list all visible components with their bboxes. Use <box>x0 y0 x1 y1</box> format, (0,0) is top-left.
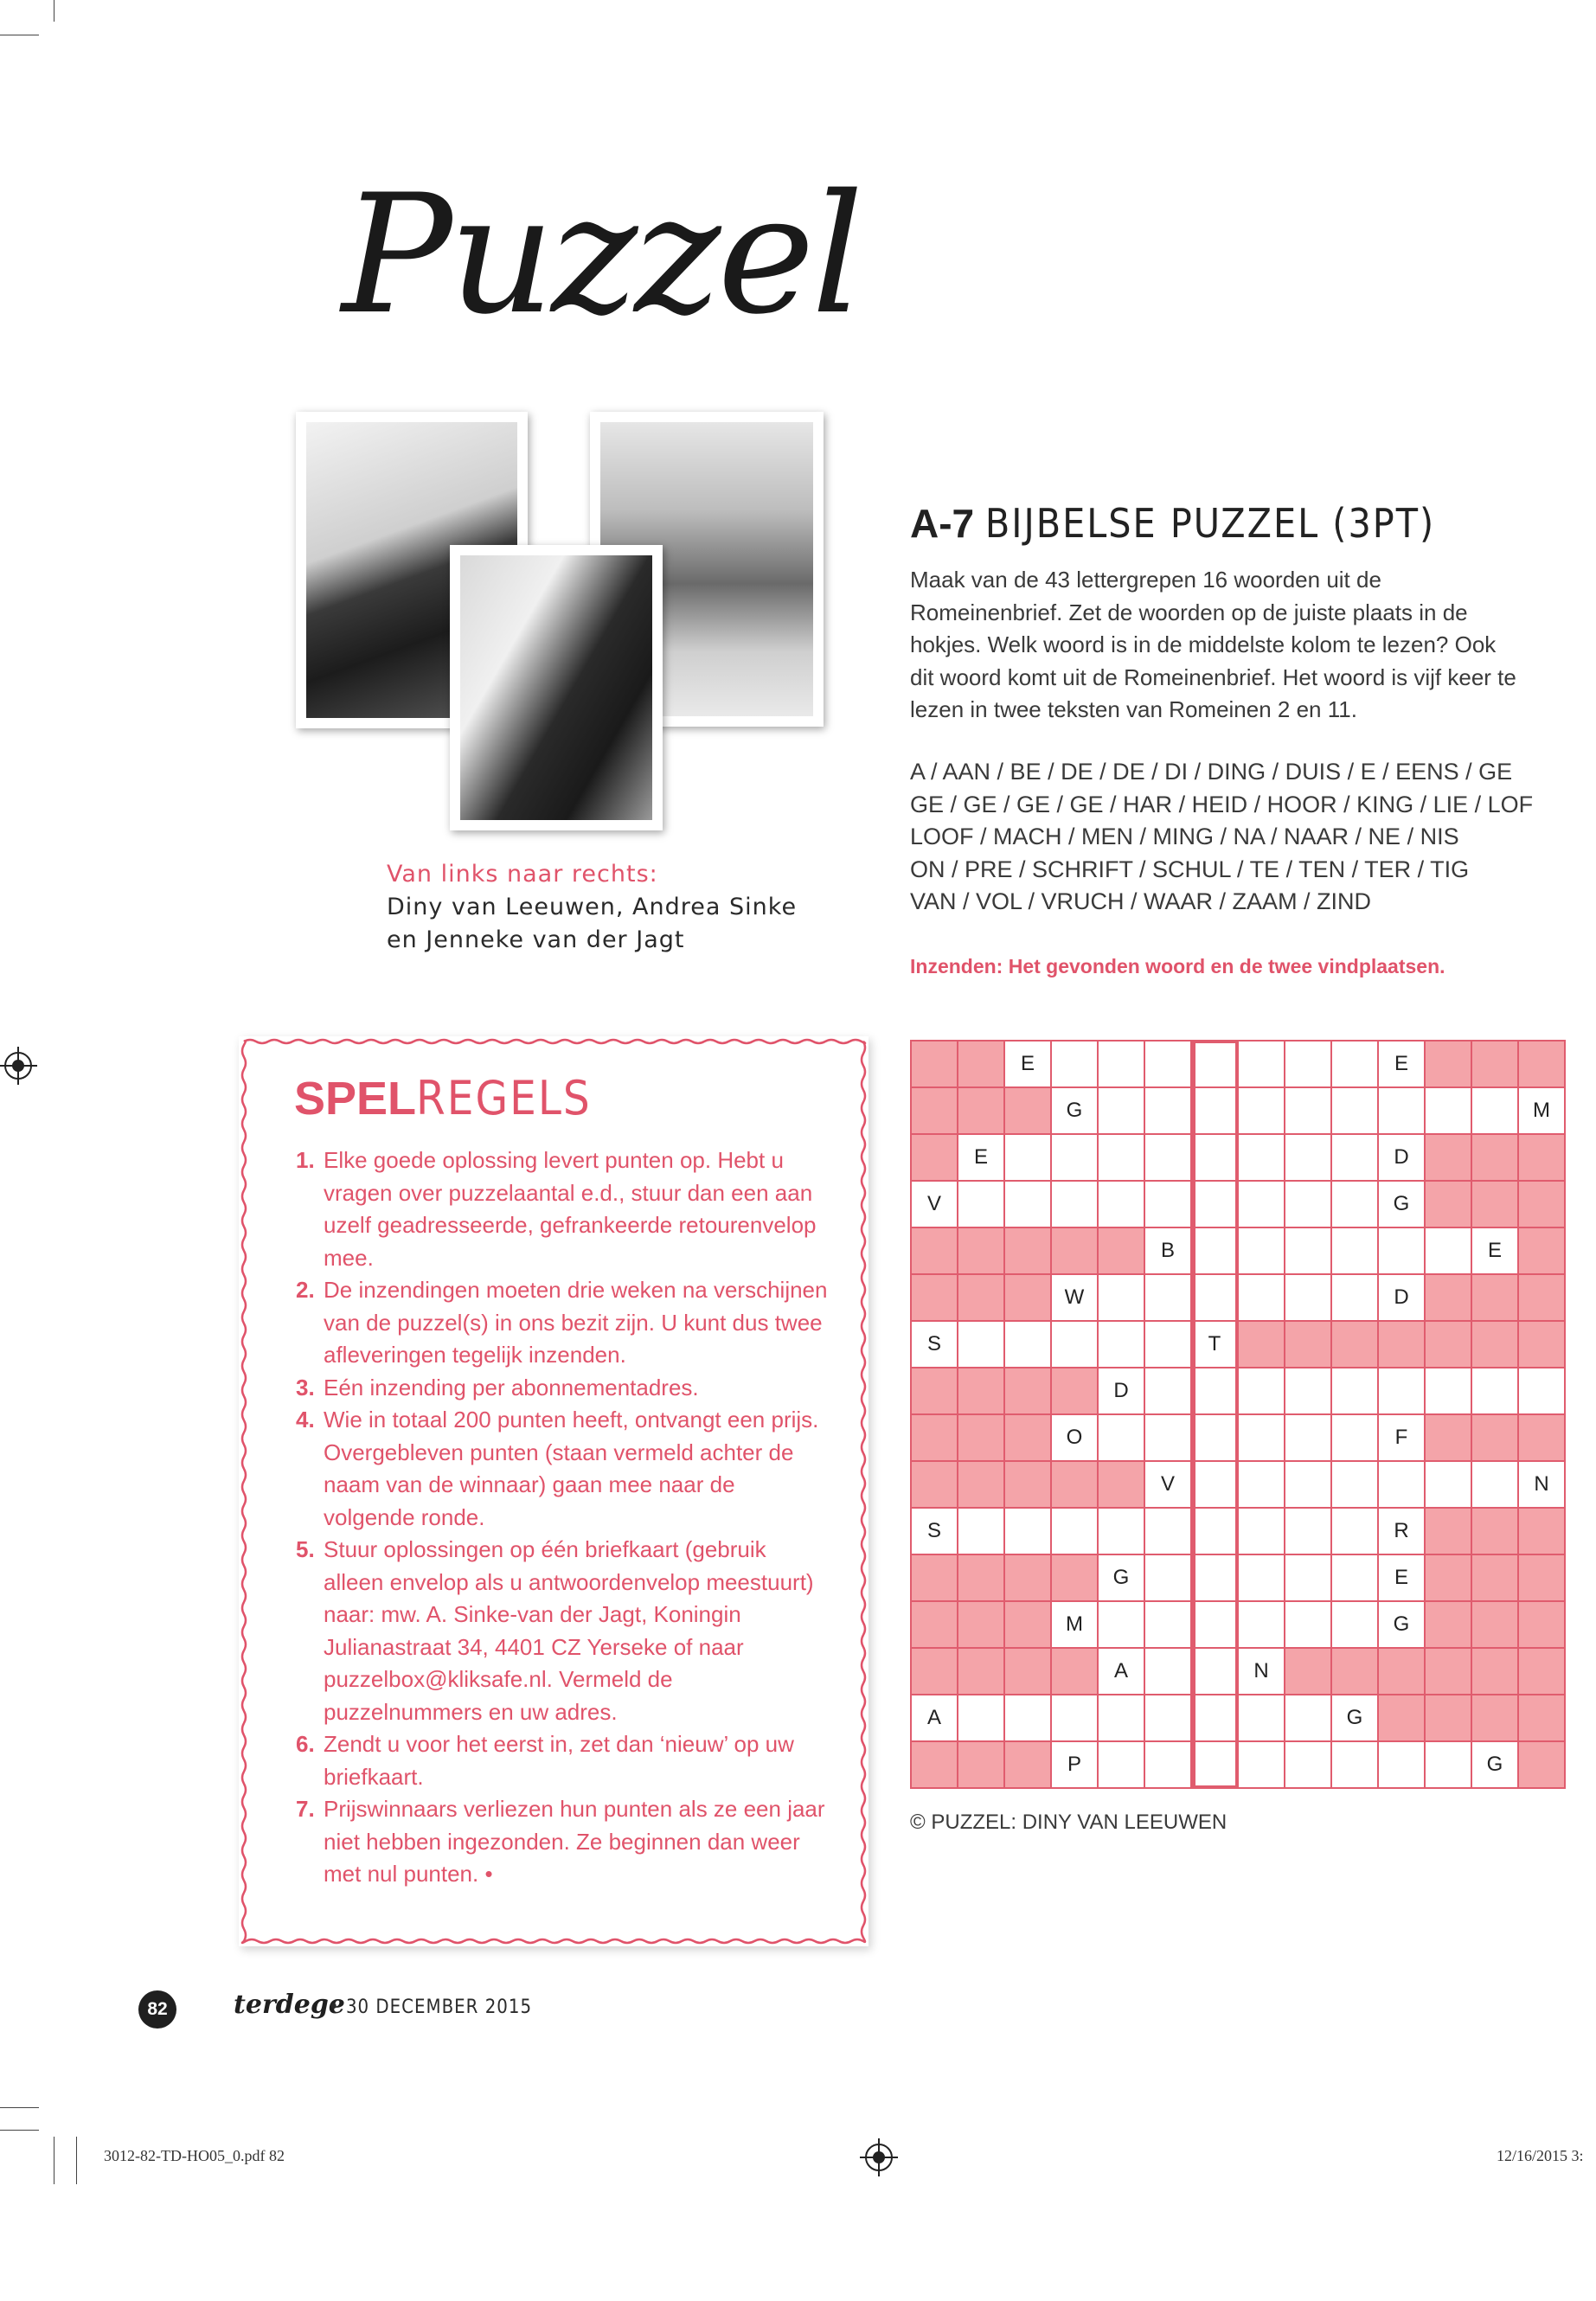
grid-cell-shaded <box>958 1555 1005 1602</box>
grid-cell[interactable] <box>1239 1135 1285 1182</box>
grid-cell[interactable] <box>1332 1275 1379 1322</box>
grid-cell[interactable]: O <box>1052 1415 1099 1462</box>
grid-cell[interactable] <box>1145 1602 1192 1649</box>
photo-caption <box>387 858 797 957</box>
grid-cell[interactable]: E <box>1379 1555 1426 1602</box>
grid-cell[interactable] <box>1332 1602 1379 1649</box>
grid-cell-shaded <box>1519 1415 1566 1462</box>
grid-cell-shaded <box>912 1368 958 1415</box>
puzzle-send-in: Inzenden: Het gevonden woord en de twee vindplaatsen. <box>910 955 1445 977</box>
grid-cell[interactable] <box>1379 1088 1426 1135</box>
grid-cell[interactable] <box>1145 1509 1192 1555</box>
grid-cell[interactable]: M <box>1052 1602 1099 1649</box>
grid-cell[interactable] <box>1285 1088 1332 1135</box>
grid-cell[interactable] <box>1145 1322 1192 1368</box>
grid-cell[interactable] <box>1099 1135 1145 1182</box>
grid-cell[interactable] <box>1145 1275 1192 1322</box>
grid-cell[interactable] <box>1379 1462 1426 1509</box>
grid-cell[interactable] <box>1192 1275 1239 1322</box>
grid-cell[interactable] <box>1145 1695 1192 1742</box>
grid-cell-shaded <box>1379 1322 1426 1368</box>
grid-cell[interactable]: S <box>912 1322 958 1368</box>
grid-cell[interactable] <box>1332 1228 1379 1275</box>
rule-item <box>296 1534 832 1728</box>
grid-cell[interactable] <box>1099 1602 1145 1649</box>
grid-cell[interactable] <box>1285 1228 1332 1275</box>
grid-cell-shaded <box>912 1275 958 1322</box>
grid-cell[interactable] <box>1005 1135 1052 1182</box>
grid-cell-shaded <box>912 1462 958 1509</box>
grid-cell-shaded <box>1472 1415 1519 1462</box>
grid-cell[interactable] <box>1192 1602 1239 1649</box>
grid-cell-shaded <box>1099 1228 1145 1275</box>
grid-cell[interactable] <box>1239 1275 1285 1322</box>
grid-cell-shaded <box>958 1042 1005 1088</box>
grid-cell-shaded <box>958 1368 1005 1415</box>
grid-cell[interactable] <box>1332 1415 1379 1462</box>
registration-mark-icon <box>865 2144 893 2171</box>
grid-cell-shaded <box>1519 1649 1566 1695</box>
grid-cell-shaded <box>958 1462 1005 1509</box>
grid-cell[interactable]: D <box>1379 1275 1426 1322</box>
grid-cell[interactable]: G <box>1099 1555 1145 1602</box>
grid-cell[interactable] <box>1099 1322 1145 1368</box>
grid-cell[interactable] <box>1332 1555 1379 1602</box>
grid-cell[interactable]: E <box>1472 1228 1519 1275</box>
grid-cell[interactable] <box>1285 1135 1332 1182</box>
grid-cell[interactable] <box>958 1322 1005 1368</box>
grid-cell-shaded <box>1285 1322 1332 1368</box>
rule-number: 6. <box>296 1731 315 1757</box>
grid-cell[interactable] <box>1239 1042 1285 1088</box>
grid-cell-shaded <box>1005 1415 1052 1462</box>
grid-cell[interactable] <box>1519 1368 1566 1415</box>
grid-cell-shaded <box>1519 1135 1566 1182</box>
grid-cell[interactable] <box>1052 1695 1099 1742</box>
grid-cell[interactable] <box>1379 1228 1426 1275</box>
puzzle-syllables: A / AAN / BE / DE / DE / DI / DING / DUIS / E / EENS / GE GE / GE / GE / GE / HAR / HEID / HOOR / KING / LIE / LOF LOOF / MACH / MEN / MING / NA / NAAR / NE / NIS ON / PRE / SCHRIFT / SCHUL / TE / TEN / TER / TIG VAN / VOL / VRUCH / WAAR / ZAAM / ZIND <box>910 759 1534 914</box>
caption-line: en Jenneke van der Jagt <box>387 926 685 953</box>
grid-cell[interactable]: G <box>1052 1088 1099 1135</box>
grid-cell-shaded <box>1519 1555 1566 1602</box>
grid-cell[interactable]: V <box>912 1182 958 1228</box>
grid-cell-shaded <box>958 1415 1005 1462</box>
grid-cell[interactable] <box>1192 1368 1239 1415</box>
grid-cell[interactable] <box>1192 1509 1239 1555</box>
grid-cell-shaded <box>1472 1182 1519 1228</box>
grid-cell-shaded <box>1472 1275 1519 1322</box>
grid-cell[interactable]: G <box>1379 1602 1426 1649</box>
grid-cell[interactable] <box>1192 1088 1239 1135</box>
grid-cell[interactable]: R <box>1379 1509 1426 1555</box>
grid-cell[interactable] <box>1285 1042 1332 1088</box>
grid-cell-shaded <box>1472 1695 1519 1742</box>
grid-cell[interactable] <box>1192 1695 1239 1742</box>
grid-cell[interactable] <box>1239 1602 1285 1649</box>
crop-mark <box>0 2130 39 2131</box>
grid-cell[interactable] <box>1239 1462 1285 1509</box>
grid-cell[interactable] <box>1285 1602 1332 1649</box>
grid-cell[interactable]: D <box>1379 1135 1426 1182</box>
rule-text: De inzendingen moeten drie weken na verschijnen van de puzzel(s) in ons bezit zijn. U kunt dus twee afleveringen tegelijk inzenden. <box>324 1277 828 1368</box>
grid-cell-shaded <box>1519 1322 1566 1368</box>
rule-text: Zendt u voor het eerst in, zet dan ‘nieuw’ op uw briefkaart. <box>324 1731 794 1790</box>
grid-cell[interactable] <box>1005 1182 1052 1228</box>
grid-cell[interactable] <box>1005 1695 1052 1742</box>
grid-cell[interactable] <box>1005 1322 1052 1368</box>
puzzle-credit: © PUZZEL: DINY VAN LEEUWEN <box>910 1811 1227 1834</box>
grid-cell[interactable] <box>1192 1182 1239 1228</box>
print-slug: 3012-82-TD-HO05_0.pdf 82 <box>104 2147 285 2164</box>
grid-cell-shaded <box>1426 1322 1472 1368</box>
puzzle-code: A-7 <box>910 501 975 546</box>
grid-cell[interactable]: D <box>1099 1368 1145 1415</box>
issue-date: • 30 DECEMBER 2015 <box>329 1997 533 2018</box>
registration-mark-icon <box>4 1052 32 1080</box>
grid-cell[interactable] <box>1052 1135 1099 1182</box>
grid-cell-shaded <box>1005 1368 1052 1415</box>
grid-cell[interactable]: G <box>1379 1182 1426 1228</box>
grid-cell-shaded <box>1426 1509 1472 1555</box>
grid-cell-shaded <box>958 1602 1005 1649</box>
grid-cell[interactable] <box>1285 1509 1332 1555</box>
grid-cell[interactable]: A <box>912 1695 958 1742</box>
grid-cell[interactable] <box>1145 1415 1192 1462</box>
grid-cell[interactable] <box>958 1182 1005 1228</box>
grid-cell[interactable] <box>1472 1462 1519 1509</box>
grid-cell[interactable]: M <box>1519 1088 1566 1135</box>
rules-title-light: REGELS <box>416 1071 592 1125</box>
grid-cell[interactable] <box>1145 1742 1192 1789</box>
grid-cell-shaded <box>1519 1695 1566 1742</box>
print-date: 12/16/2015 3: <box>1497 2147 1584 2164</box>
grid-cell[interactable] <box>1099 1742 1145 1789</box>
grid-cell-shaded <box>1472 1135 1519 1182</box>
grid-cell[interactable]: P <box>1052 1742 1099 1789</box>
grid-cell[interactable]: G <box>1332 1695 1379 1742</box>
grid-cell-shaded <box>1472 1555 1519 1602</box>
grid-cell[interactable] <box>1145 1042 1192 1088</box>
puzzle-name: BIJBELSE PUZZEL (3PT) <box>984 500 1436 547</box>
grid-cell[interactable] <box>1145 1135 1192 1182</box>
grid-cell[interactable] <box>1426 1742 1472 1789</box>
grid-cell[interactable] <box>1285 1415 1332 1462</box>
grid-cell-shaded <box>1052 1462 1099 1509</box>
grid-cell-shaded <box>958 1649 1005 1695</box>
grid-cell[interactable]: N <box>1519 1462 1566 1509</box>
page-title: Puzzel <box>342 159 861 350</box>
rules-list <box>296 1144 832 1891</box>
rules-box <box>239 1036 869 1946</box>
rule-text: Wie in totaal 200 punten heeft, ontvangt een prijs. Overgebleven punten (staan vermeld achter de naam van de winnaar) gaan mee naar de volgende ronde. <box>324 1407 819 1530</box>
grid-cell[interactable]: G <box>1472 1742 1519 1789</box>
grid-cell[interactable]: F <box>1379 1415 1426 1462</box>
grid-cell-shaded <box>1519 1228 1566 1275</box>
grid-cell-shaded <box>1239 1322 1285 1368</box>
rule-item <box>296 1274 832 1372</box>
grid-cell-shaded <box>1379 1695 1426 1742</box>
rule-item <box>296 1404 832 1534</box>
grid-cell-shaded <box>1332 1322 1379 1368</box>
grid-cell-shaded <box>1005 1088 1052 1135</box>
grid-cell[interactable]: E <box>958 1135 1005 1182</box>
grid-cell-shaded <box>912 1555 958 1602</box>
grid-cell[interactable] <box>1005 1509 1052 1555</box>
grid-cell[interactable] <box>1332 1368 1379 1415</box>
grid-cell[interactable] <box>1192 1228 1239 1275</box>
grid-cell[interactable] <box>1239 1368 1285 1415</box>
grid-cell-shaded <box>1099 1462 1145 1509</box>
rule-item <box>296 1372 832 1405</box>
brand-logo: terdege <box>234 1990 345 2020</box>
grid-cell-shaded <box>1426 1182 1472 1228</box>
grid-cell[interactable] <box>1052 1322 1099 1368</box>
grid-cell[interactable] <box>1332 1182 1379 1228</box>
grid-cell[interactable] <box>1192 1649 1239 1695</box>
grid-cell-shaded <box>1519 1275 1566 1322</box>
grid-cell[interactable]: V <box>1145 1462 1192 1509</box>
rule-item <box>296 1793 832 1891</box>
rule-text: Stuur oplossingen op één briefkaart (gebruik alleen envelop als u antwoordenvelop meestuurt) naar: mw. A. Sinke-van der Jagt, Koningin Julianastraat 34, 4401 CZ Yerseke of naar puzzelbox@kliksafe.nl. Vermeld de puzzelnummers en uw adres. <box>324 1536 814 1725</box>
grid-cell-shaded <box>912 1135 958 1182</box>
grid-cell[interactable]: E <box>1005 1042 1052 1088</box>
grid-cell-shaded <box>1005 1649 1052 1695</box>
grid-cell[interactable] <box>1379 1742 1426 1789</box>
photo-andrea <box>450 545 663 830</box>
grid-cell[interactable] <box>1332 1088 1379 1135</box>
grid-cell[interactable]: N <box>1239 1649 1285 1695</box>
grid-cell-shaded <box>1426 1602 1472 1649</box>
grid-cell[interactable] <box>1332 1462 1379 1509</box>
grid-cell[interactable] <box>1379 1368 1426 1415</box>
grid-cell-shaded <box>1426 1042 1472 1088</box>
rule-number: 4. <box>296 1407 315 1433</box>
grid-cell[interactable] <box>1192 1555 1239 1602</box>
grid-cell-shaded <box>1052 1368 1099 1415</box>
grid-cell[interactable] <box>1285 1462 1332 1509</box>
grid-cell-shaded <box>1426 1695 1472 1742</box>
grid-cell[interactable]: A <box>1099 1649 1145 1695</box>
rule-number: 2. <box>296 1277 315 1303</box>
rule-text: Prijswinnaars verliezen hun punten als ze een jaar niet hebben ingezonden. Ze beginnen dan weer met nul punten. • <box>324 1796 825 1887</box>
grid-cell-shaded <box>1426 1415 1472 1462</box>
grid-cell-shaded <box>1005 1462 1052 1509</box>
crop-mark <box>76 2137 77 2184</box>
grid-cell[interactable] <box>1332 1742 1379 1789</box>
rule-text: Elke goede oplossing levert punten op. Hebt u vragen over puzzelaantal e.d., stuur dan een aan uzelf geadresseerde, gefrankeerde retourenvelop mee. <box>324 1147 817 1271</box>
rule-item <box>296 1144 832 1274</box>
grid-cell-shaded <box>1519 1509 1566 1555</box>
page-number: 82 <box>138 1990 176 2029</box>
grid-cell-shaded <box>1519 1602 1566 1649</box>
grid-cell[interactable] <box>1145 1088 1192 1135</box>
grid-cell[interactable] <box>1426 1228 1472 1275</box>
grid-cell-shaded <box>1052 1555 1099 1602</box>
grid-cell[interactable] <box>1426 1462 1472 1509</box>
grid-cell[interactable] <box>1285 1695 1332 1742</box>
grid-cell[interactable] <box>1145 1649 1192 1695</box>
grid-cell[interactable] <box>1052 1509 1099 1555</box>
rule-number: 1. <box>296 1147 315 1173</box>
grid-cell[interactable] <box>1239 1088 1285 1135</box>
grid-cell-shaded <box>958 1228 1005 1275</box>
grid-cell-shaded <box>1519 1042 1566 1088</box>
grid-cell-shaded <box>912 1742 958 1789</box>
grid-cell[interactable] <box>1099 1275 1145 1322</box>
grid-cell[interactable] <box>1332 1509 1379 1555</box>
grid-cell[interactable] <box>1285 1742 1332 1789</box>
grid-cell[interactable] <box>1239 1182 1285 1228</box>
grid-cell[interactable] <box>1472 1368 1519 1415</box>
grid-cell[interactable]: E <box>1379 1042 1426 1088</box>
grid-cell-shaded <box>912 1042 958 1088</box>
rule-number: 3. <box>296 1374 315 1400</box>
rule-text: Eén inzending per abonnementadres. <box>324 1374 699 1400</box>
caption-line: Diny van Leeuwen, Andrea Sinke <box>387 894 798 920</box>
grid-cell-shaded <box>1005 1555 1052 1602</box>
grid-cell[interactable] <box>1239 1742 1285 1789</box>
grid-cell-shaded <box>1472 1602 1519 1649</box>
grid-cell[interactable] <box>1192 1135 1239 1182</box>
grid-cell-shaded <box>912 1415 958 1462</box>
grid-cell-shaded <box>1005 1275 1052 1322</box>
grid-cell[interactable] <box>1239 1228 1285 1275</box>
grid-cell-shaded <box>912 1228 958 1275</box>
grid-cell[interactable]: T <box>1192 1322 1239 1368</box>
grid-cell[interactable] <box>1099 1042 1145 1088</box>
rule-number: 7. <box>296 1796 315 1822</box>
grid-cell[interactable] <box>1099 1509 1145 1555</box>
grid-cell[interactable] <box>1099 1415 1145 1462</box>
grid-cell[interactable] <box>1285 1182 1332 1228</box>
grid-cell-shaded <box>1052 1228 1099 1275</box>
grid-cell-shaded <box>1052 1649 1099 1695</box>
grid-cell-shaded <box>912 1088 958 1135</box>
grid-cell-shaded <box>1472 1649 1519 1695</box>
grid-cell[interactable] <box>1426 1368 1472 1415</box>
grid-cell-shaded <box>1426 1135 1472 1182</box>
grid-cell[interactable] <box>1099 1695 1145 1742</box>
grid-cell[interactable] <box>1426 1088 1472 1135</box>
grid-cell-shaded <box>1472 1042 1519 1088</box>
grid-cell-shaded <box>912 1602 958 1649</box>
grid-cell[interactable]: W <box>1052 1275 1099 1322</box>
grid-cell-shaded <box>1379 1649 1426 1695</box>
grid-cell-shaded <box>1005 1228 1052 1275</box>
grid-cell[interactable] <box>1192 1462 1239 1509</box>
grid-cell[interactable] <box>1192 1042 1239 1088</box>
crossword-grid <box>910 1040 1566 1789</box>
grid-cell[interactable]: B <box>1145 1228 1192 1275</box>
grid-cell-shaded <box>1426 1275 1472 1322</box>
grid-cell-shaded <box>1005 1742 1052 1789</box>
grid-cell-shaded <box>912 1649 958 1695</box>
grid-cell-shaded <box>1472 1509 1519 1555</box>
grid-cell[interactable] <box>1239 1695 1285 1742</box>
grid-cell[interactable] <box>1285 1555 1332 1602</box>
grid-cell-shaded <box>1332 1649 1379 1695</box>
grid-cell-shaded <box>1426 1649 1472 1695</box>
rules-title <box>294 1071 592 1125</box>
grid-cell[interactable] <box>1145 1555 1192 1602</box>
grid-cell-shaded <box>1285 1649 1332 1695</box>
grid-cell[interactable] <box>1239 1509 1285 1555</box>
puzzle-description: Maak van de 43 lettergrepen 16 woorden uit de Romeinenbrief. Zet de woorden op de juiste plaats in de hokjes. Welk woord is in de middelste kolom te lezen? Ook dit woord komt uit de Romeinenbrief. Het woord is vijf keer te lezen in twee teksten van Romeinen 2 en 11. <box>910 567 1516 722</box>
rule-number: 5. <box>296 1536 315 1562</box>
puzzle-heading <box>910 500 1435 547</box>
grid-cell[interactable] <box>1239 1555 1285 1602</box>
grid-cell[interactable] <box>1052 1042 1099 1088</box>
grid-cell[interactable] <box>958 1509 1005 1555</box>
grid-cell[interactable] <box>1332 1135 1379 1182</box>
grid-cell[interactable] <box>1332 1042 1379 1088</box>
caption-line: Van links naar rechts: <box>387 861 658 888</box>
grid-cell[interactable] <box>1099 1182 1145 1228</box>
grid-cell[interactable] <box>1192 1742 1239 1789</box>
grid-cell[interactable] <box>1192 1415 1239 1462</box>
grid-cell-shaded <box>1426 1555 1472 1602</box>
grid-cell[interactable] <box>1052 1182 1099 1228</box>
grid-cell[interactable] <box>1099 1088 1145 1135</box>
grid-cell-shaded <box>958 1275 1005 1322</box>
grid-cell[interactable] <box>1145 1182 1192 1228</box>
grid-cell-shaded <box>1005 1602 1052 1649</box>
grid-cell[interactable] <box>1472 1088 1519 1135</box>
grid-cell-shaded <box>958 1088 1005 1135</box>
grid-cell[interactable]: S <box>912 1509 958 1555</box>
grid-cell[interactable] <box>958 1695 1005 1742</box>
crop-mark <box>0 2107 39 2108</box>
rule-item <box>296 1728 832 1793</box>
grid-cell[interactable] <box>1239 1415 1285 1462</box>
grid-cell-shaded <box>1472 1322 1519 1368</box>
grid-cell-shaded <box>1519 1742 1566 1789</box>
grid-cell-shaded <box>1519 1182 1566 1228</box>
grid-cell[interactable] <box>1285 1368 1332 1415</box>
grid-cell[interactable] <box>1145 1368 1192 1415</box>
grid-cell[interactable] <box>1285 1275 1332 1322</box>
grid-cell-shaded <box>958 1742 1005 1789</box>
rules-title-bold: SPEL <box>294 1073 417 1125</box>
